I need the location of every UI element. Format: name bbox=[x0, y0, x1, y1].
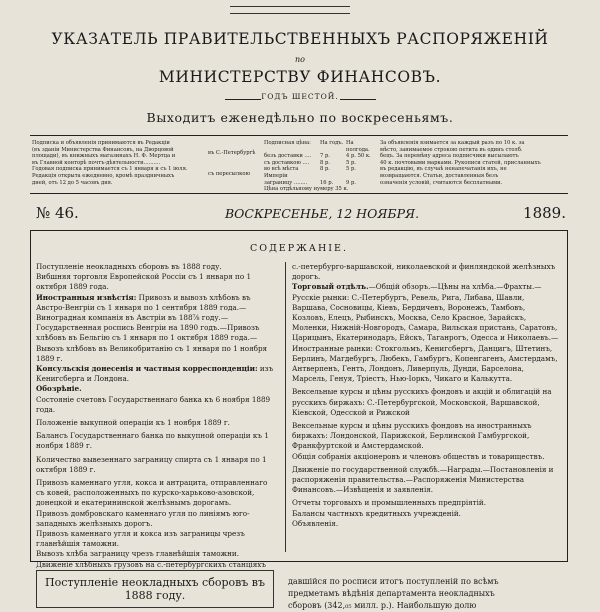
info-line: въ редакцію, въ случаѣ ненапечатанія ихъ, не bbox=[380, 166, 507, 173]
year-rule-right bbox=[340, 99, 376, 100]
masthead-year: ГОДЪ ШЕСТОЙ. bbox=[261, 92, 339, 101]
contents-title: СОДЕРЖАНІЕ. bbox=[250, 243, 348, 254]
contents-entry: Вибшняя торговля Европейской Россіи съ 1 января по 1 октября 1889 года. bbox=[36, 272, 252, 292]
info-line: площади), въ книжныхъ магазинахъ Н. Ф. Мертца и bbox=[32, 153, 176, 160]
info-rule-bottom bbox=[30, 193, 568, 194]
subscription-info-right bbox=[380, 140, 566, 186]
contents-entry: Общія собранія акціонеровъ и членовъ обществъ и товариществъ. bbox=[292, 451, 545, 461]
issue-year: 1889. bbox=[523, 204, 566, 222]
contents-entry: Движеніе по государственной службѣ.—Награды.—Постановленія и распоряженія правительства.—Распоряженія Министерства Финансовъ.—Извѣщенія и заявленія. bbox=[292, 464, 554, 495]
issue-number: № 46. bbox=[36, 204, 79, 222]
info-rule-top bbox=[30, 135, 568, 136]
info-line: мѣсто, занимаемое строкою петита въ одинъ столб. bbox=[380, 146, 523, 153]
info-line: Редакція открыта ежедневно, кромѣ праздничныхъ bbox=[32, 172, 175, 179]
top-ornament bbox=[230, 6, 350, 14]
contents-entry: Состояніе счетовъ Государственнаго банка къ 6 ноября 1889 года. bbox=[36, 394, 271, 414]
info-line: означенія условій, считаются бесплатными. bbox=[380, 179, 503, 186]
contents-entry: Поступленіе неокладныхъ сборовъ въ 1888 году. bbox=[36, 262, 222, 271]
issue-date: ВОСКРЕСЕНЬЕ, 12 НОЯБРЯ. bbox=[225, 206, 420, 221]
contents-entry: Обозрѣніе. bbox=[36, 384, 82, 394]
price-col-year: На годъ. bbox=[320, 140, 344, 146]
info-line: дней, отъ 12 до 5 часовъ дня. bbox=[32, 179, 113, 186]
contents-entry: Движеніе хлѣбныхъ грузовъ на с.-петербургскихъ станціяхъ bbox=[36, 559, 266, 569]
info-line: въ Главной конторѣ почтъ-дѣятельности.......... bbox=[32, 159, 161, 166]
contents-entry: Вывозъ хлѣба заграницу чрезъ главнѣйшія таможни. bbox=[36, 549, 239, 559]
contents-entry: Объявленія. bbox=[292, 518, 339, 528]
place-spb: въ С.-Петербургѣ bbox=[208, 150, 256, 156]
price-row: съ доставкою .... 8 р. 5 р. bbox=[264, 159, 356, 166]
contents-entry: Балансъ Государственнаго банка по выкупной операціи къ 1 ноября 1889 г. bbox=[36, 431, 269, 451]
info-line: бецъ. За перемѣну адреса подписчики высылаютъ bbox=[380, 153, 519, 160]
contents-entry: Привозъ каменнаго угля, кокса и антрацита, отправленнаго съ ковей, расположенныхъ по курско-харьково-азовской, донецкой и екатерининской желѣзнымъ дорогамъ. bbox=[36, 478, 268, 508]
contents-entry: Торговый отдѣлъ.—Общій обзоръ.—Цѣны на хлѣба.—Фрахты.—Русскіе рынки: С.-Петербургъ, Ревель, Рига, Либава, Шавли, Варшава, Сосновицы, Кіевъ, Бердичевъ, Воронежъ, Тамбовъ, Козловъ, Елецъ, Рыбинскъ, Москва, Село Красное, Зарайскъ, Моленки, Нижній-Новгородъ, Самара, Вильская пристань, Саратовъ, Царицынъ, Екатеринодаръ, Ейскъ, Таганрогъ, Одесса и Николаевъ.—Иностранные рынки: Стокгольмъ, Кенигсбергъ, Данцигъ, Штетинъ, Берлинъ, Магдебургъ, Любекъ, Гамбургъ, Копенгагенъ, Амстердамъ, Антверпенъ, Гентъ, Лондонъ, Ливерпуль, Дунди, Барселона, Марсель, Генуя, Тріестъ, Нью-Іоркъ, Чикаго и Калькутта. bbox=[292, 282, 559, 384]
info-line: За объявленія взимается за каждый разъ по 10 к. за bbox=[380, 140, 525, 146]
info-line: (въ зданіи Министерства Финансовъ, на Дворцовой bbox=[32, 146, 174, 153]
info-line: возвращаются. Статьи, доставленныя безъ bbox=[380, 172, 499, 179]
contents-entry: Вексельные курсы и цѣны русскихъ фондовъ и акцій и облигацій на русскихъ биржахъ: С.-Петербургской, Московской, Варшавской, Кіевской, Одесской и Рижской bbox=[292, 387, 552, 417]
price-row: заграницу ........ 16 р. 9 р. bbox=[264, 179, 356, 186]
contents-entry: Количество вывезеннаго заграницу спирта съ 1 января по 1 октября 1889 г. bbox=[36, 454, 267, 474]
single-copy-price: Цѣна отдѣльному нумеру 35 к. bbox=[264, 186, 349, 193]
subscription-info-left bbox=[32, 140, 204, 186]
price-col-half: На полгода. bbox=[346, 140, 370, 153]
price-row: во всѣ мѣста Имперіи 8 р. 5 р. bbox=[264, 166, 356, 179]
contents-entry: Иностранныя извѣстія: Привозъ и вывозъ хлѣбовъ въ Австро-Венгріи съ 1 января по 1 сентября 1889 года.—Виноградная компанія въ Австріи въ 188⅞ году.—Государственная роспись Венгріи на 1890 годъ.—Привозъ хлѣбовъ въ Бельгію съ 1 января по 1 октября 1889 года.—Вывозъ хлѣбовъ въ Великобританію съ 1 января по 1 ноября 1889 г. bbox=[36, 292, 268, 363]
info-line: Годовая подписка принимается съ 1 января и съ 1 іюля. bbox=[32, 166, 188, 173]
price-row: безъ доставки .... 7 р. 4 р. 50 к. bbox=[264, 153, 371, 160]
contents-entry: Балансы частныхъ кредитныхъ учрежденій. bbox=[292, 508, 461, 518]
price-places bbox=[208, 150, 263, 177]
contents-entry: Привозъ каменнаго угля и кокса изъ заграницы чрезъ главнѣйшія таможни. bbox=[36, 529, 245, 549]
masthead-title-line1: УКАЗАТЕЛЬ ПРАВИТЕЛЬСТВЕННЫХЪ РАСПОРЯЖЕНІЙ bbox=[51, 30, 549, 48]
contents-right-column bbox=[292, 262, 560, 552]
contents-entry: Отчеты торговыхъ и промышленныхъ предпріятій. bbox=[292, 498, 486, 508]
contents-entry: Вексельные курсы и цѣны русскихъ фондовъ на иностранныхъ биржахъ: Лондонской, Парижской, Берлинской Гамбургской, Франкфуртской и Амстердамской. bbox=[292, 421, 532, 451]
masthead-po: по bbox=[295, 55, 305, 64]
article-text: давшійся по росписи итогъ поступленій по всѣмъ предметамъ вѣдѣнія департамента неокладныхъ сборовъ (342,₀₅ милл. р.). Наибольшую долю bbox=[288, 577, 499, 610]
column-divider bbox=[285, 262, 286, 552]
contents-entry: Положеніе выкупной операціи къ 1 ноября 1889 г. bbox=[36, 418, 230, 428]
contents-entry: Консульскія донесенія и частныя корреспонденціи: изъ Кенигсберга и Лондона. bbox=[36, 364, 274, 384]
contents-entry: с.-петербурго-варшавской, николаевской и финляндской желѣзныхъ дорогъ. bbox=[292, 262, 556, 282]
price-title: Подписная цѣна: bbox=[264, 140, 311, 146]
masthead-weekly: Выходитъ еженедѣльно по воскресеньямъ. bbox=[146, 110, 454, 125]
contents-entry: Привозъ домбровскаго каменнаго угля по линіямъ юго-западныхъ желѣзныхъ дорогъ. bbox=[36, 508, 250, 528]
info-line: Подписка и объявленія принимаются въ Редакціи bbox=[32, 140, 170, 146]
masthead-title-line2: МИНИСТЕРСТВУ ФИНАНСОВЪ. bbox=[158, 68, 442, 86]
place-post: съ пересылкою bbox=[208, 170, 250, 177]
contents-left-column bbox=[36, 262, 278, 569]
info-line: 40 к. почтовыми марками. Рукописи статей, присланныхъ bbox=[380, 159, 541, 166]
article-title: Поступленіе неокладныхъ сборовъ въ 1888 году. bbox=[44, 576, 265, 602]
price-table bbox=[264, 140, 374, 193]
